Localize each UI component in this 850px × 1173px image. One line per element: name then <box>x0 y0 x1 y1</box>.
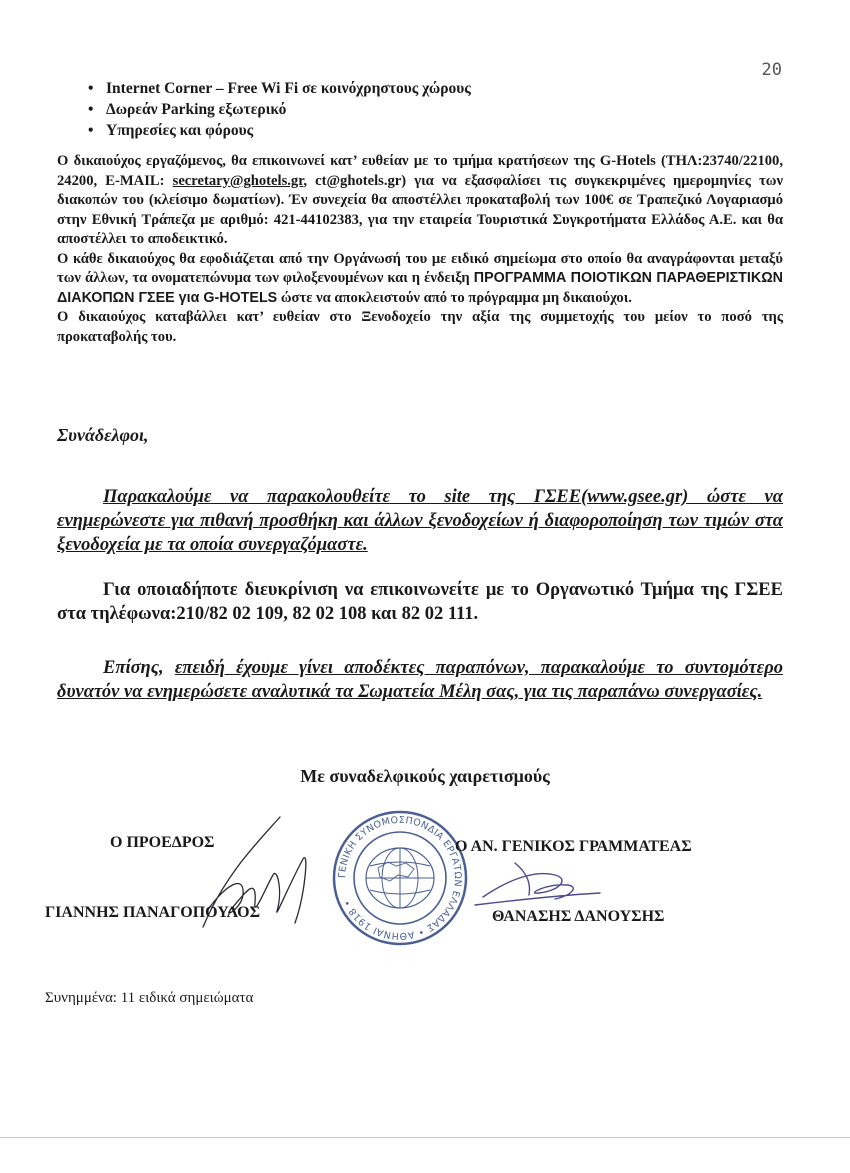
salutation: Συνάδελφοι, <box>57 425 149 445</box>
president-title: Ο ΠΡΟΕΔΡΟΣ <box>110 834 215 851</box>
paragraph-text: επειδή έχουμε γίνει αποδέκτες παραπόνων, παρακαλούμε το συντομότερο δυνατόν να ενημερώσετε αναλυτικά τα Σωματεία Μέλη σας, για τις παραπάνω συνεργασίες. <box>57 658 783 702</box>
list-item: • Internet Corner – Free Wi Fi σε κοινόχρηστους χώρους <box>88 78 471 99</box>
amenities-list <box>88 78 471 141</box>
official-stamp <box>330 808 470 948</box>
website-notice <box>57 485 783 557</box>
page-bottom-rule <box>0 1137 850 1138</box>
program-name: ΠΡΟΓΡΑΜΜΑ ΠΟΙΟΤΙΚΩΝ ΠΑΡΑΘΕΡΙΣΤΙΚΩΝ ΔΙΑΚΟΠΩΝ ΓΣΕΕ για G-HOTELS <box>57 270 783 306</box>
notice-text: Παρακαλούμε να παρακολουθείτε το site της ΓΣΕΕ(www.gsee.gr) ώστε να ενημερώνεστε για πιθανή προσθήκη και άλλων ξενοδοχείων ή διαφοροποίηση των τιμών στα ξενοδοχεία με τα οποία συνεργαζόμαστε. <box>57 487 783 555</box>
list-item: • Υπηρεσίες και φόρους <box>88 120 471 141</box>
page-number: 20 <box>761 60 782 80</box>
secretary-name: ΘΑΝΑΣΗΣ ΔΑΝΟΥΣΗΣ <box>492 908 665 925</box>
paragraph-text: , ct@ghotels.gr) για να εξασφαλίσει τις συγκεκριμένες ημερομηνίες των διακοπών του (κλείσιμο δωματίων). Έν συνεχεία θα αποστέλλει προκαταβολή των 100€ σε Τραπεζικό Λογαριασμό στην Εθνική Τράπεζα με αριθμό: 421-44102383, για την εταιρεία Τουριστικά Συγκροτήματα Ελλάδος Α.Ε. και θα αποστέλλει το αποδεικτικό. <box>57 172 783 247</box>
closing-greeting: Με συναδελφικούς χαιρετισμούς <box>300 766 550 786</box>
email-link[interactable]: secretary@ghotels.gr <box>172 172 304 189</box>
booking-paragraph <box>57 152 783 250</box>
booking-instructions <box>57 152 783 347</box>
paragraph-text: Ο δικαιούχος εργαζόμενος, θα επικοινωνεί κατ’ ευθείαν με το τμήμα κρατήσεων της G-Hotels (ΤΗΛ:23740/22100, 24200, E-MAIL: <box>57 153 783 189</box>
voucher-paragraph <box>57 250 783 309</box>
signature-right <box>455 855 605 915</box>
stamp-text: ΓΕΝΙΚΗ ΣΥΝΟΜΟΣΠΟΝΔΙΑ ΕΡΓΑΤΩΝ ΕΛΛΑΔΑΣ • ΑΘΗΝΑΙ 1918 • <box>336 814 464 942</box>
attachments-note: Συνημμένα: 11 ειδικά σημειώματα <box>45 990 254 1006</box>
complaints-paragraph <box>57 656 783 704</box>
contact-paragraph: Για οποιαδήποτε διευκρίνιση να επικοινωνείτε με το Οργανωτικό Τμήμα της ΓΣΕΕ στα τηλέφωνα:210/82 02 109, 82 02 108 και 82 02 111. <box>57 580 783 624</box>
paragraph-lead: Επίσης, <box>103 658 175 678</box>
list-item: • Δωρεάν Parking εξωτερικό <box>88 99 471 120</box>
paragraph-text: ώστε να αποκλειστούν από το πρόγραμμα μη δικαιούχοι. <box>277 289 632 306</box>
president-name: ΓΙΑΝΝΗΣ ΠΑΝΑΓΟΠΟΥΛΟΣ <box>45 904 261 921</box>
secretary-title: Ο ΑΝ. ΓΕΝΙΚΟΣ ΓΡΑΜΜΑΤΕΑΣ <box>455 838 692 855</box>
paragraph-text: Ο κάθε δικαιούχος θα εφοδιάζεται από την Οργάνωσή του με ειδικό σημείωμα στο οποίο θα αναγράφονται μεταξύ των άλλων, τα ονοματεπώνυμα των φιλοξενουμένων και η ένδειξη <box>57 250 783 286</box>
payment-paragraph: Ο δικαιούχος καταβάλλει κατ’ ευθείαν στο Ξενοδοχείο την αξία της συμμετοχής του μείον το ποσό της προκαταβολής του. <box>57 309 783 345</box>
